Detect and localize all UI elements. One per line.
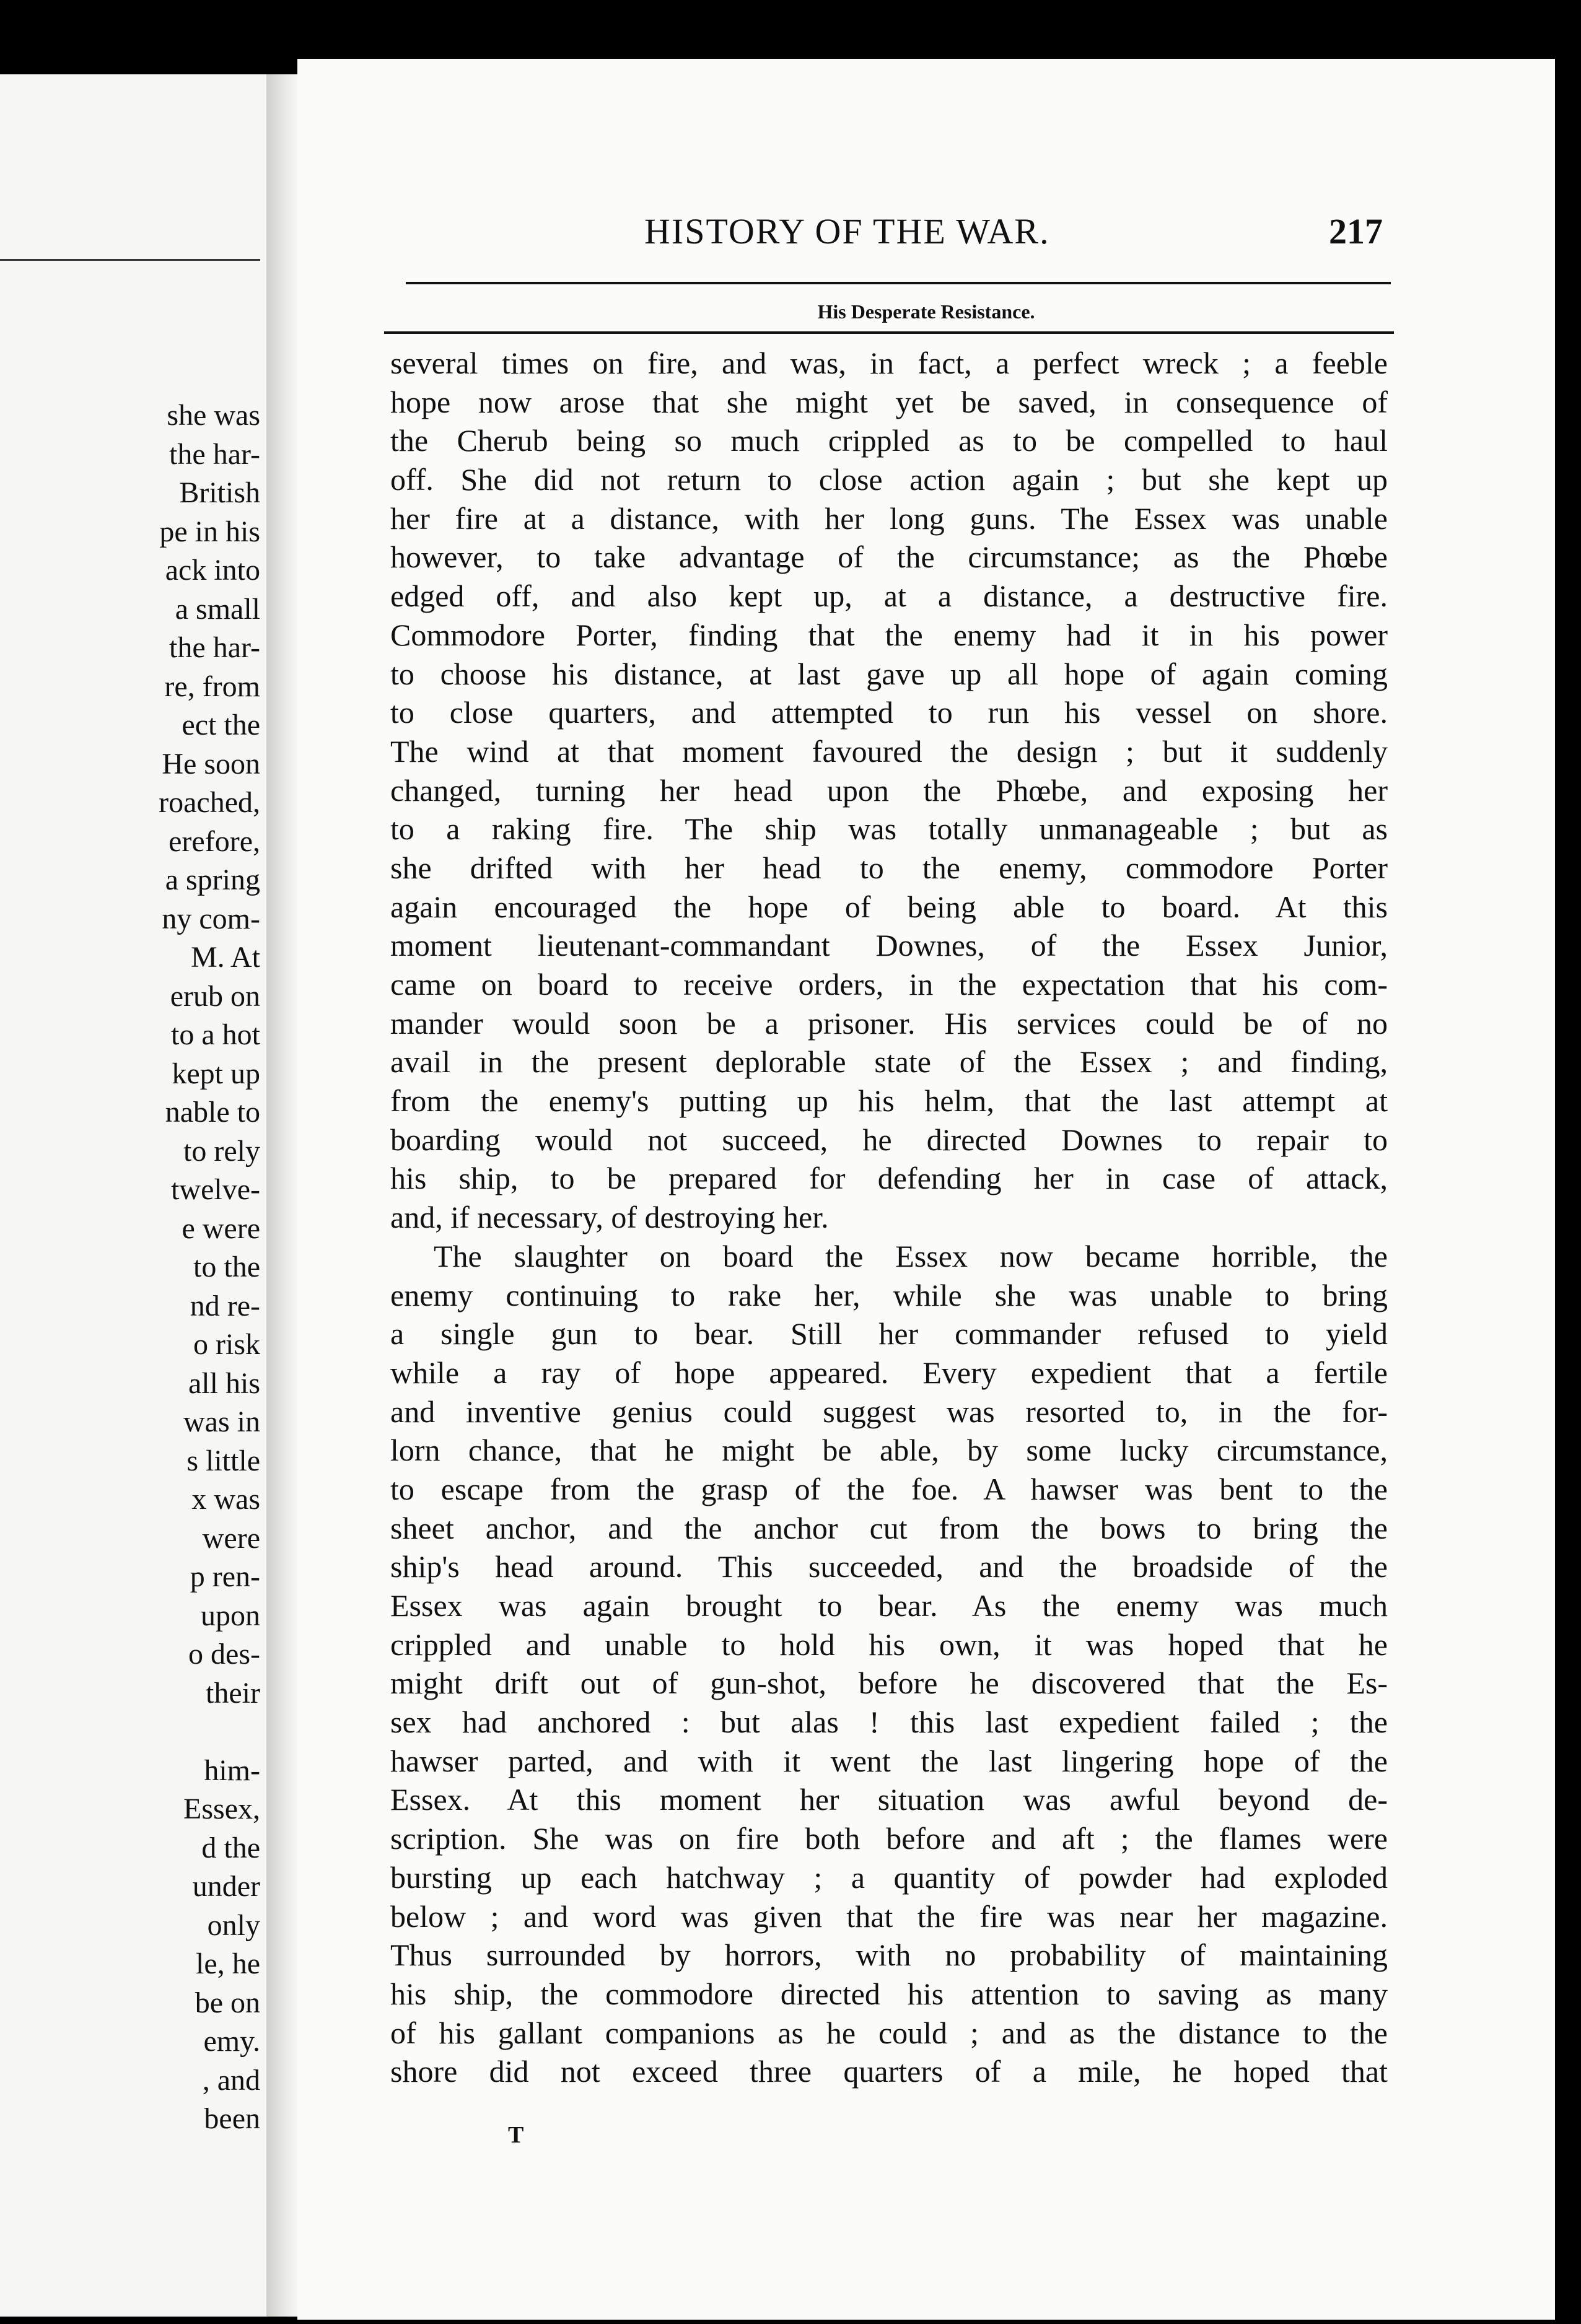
text-line: hawser parted, and with it went the last lingering hope of the	[390, 1743, 1388, 1778]
text-line: a single gun to bear. Still her commander refused to yield	[390, 1316, 1388, 1352]
left-page-line: their	[206, 1676, 260, 1710]
left-page-line	[0, 1713, 266, 1752]
left-page-line: the har-	[169, 631, 260, 664]
left-page	[0, 74, 273, 2317]
text-line: lorn chance, that he might be able, by some lucky circumstance,	[390, 1433, 1388, 1468]
text-line: again encouraged the hope of being able to board. At this	[390, 889, 1388, 924]
left-page-line: p ren-	[190, 1560, 260, 1593]
text-line: to a raking fire. The ship was totally unmanageable ; but as	[390, 811, 1388, 847]
text-line: boarding would not succeed, he directed Downes to repair to	[390, 1122, 1388, 1157]
left-page-line: nd re-	[190, 1289, 260, 1322]
left-page-line: she was	[167, 399, 260, 432]
left-page-line: a small	[175, 592, 260, 626]
left-page-line: all his	[188, 1366, 260, 1400]
text-line: off. She did not return to close action again ; but she kept up	[390, 462, 1388, 497]
left-page-line: be on	[195, 1986, 260, 2019]
left-page-line: been	[204, 2102, 260, 2135]
running-title: HISTORY OF THE WAR.	[644, 211, 1050, 251]
left-page-line: d the	[201, 1831, 260, 1864]
left-page-line: erub on	[170, 979, 260, 1013]
left-page-line: erefore,	[169, 824, 260, 858]
signature-mark: T	[508, 2122, 524, 2148]
text-line: Essex. At this moment her situation was awful beyond de-	[390, 1782, 1388, 1817]
text-line: might drift out of gun-shot, before he discovered that the Es-	[390, 1666, 1388, 1701]
left-page-line: ack into	[165, 554, 260, 587]
text-line: sheet anchor, and the anchor cut from the bows to bring the	[390, 1510, 1388, 1545]
text-line: Commodore Porter, finding that the enemy had it in his power	[390, 617, 1388, 652]
text-line: his ship, the commodore directed his attention to saving as many	[390, 1976, 1388, 2011]
left-page-line: ect the	[182, 709, 260, 741]
left-page-line: to the	[193, 1251, 260, 1283]
left-page-line: , and	[202, 2063, 260, 2097]
header-rule-top	[406, 282, 1391, 284]
text-line: scription. She was on fire both before and aft ; the flames were	[390, 1821, 1388, 1856]
right-page	[297, 59, 1555, 2320]
left-page-line: him-	[204, 1754, 260, 1787]
text-line: of his gallant companions as he could ; and as the distance to the	[390, 2015, 1388, 2050]
text-line: crippled and unable to hold his own, it was hoped that he	[390, 1627, 1388, 1662]
text-line: to choose his distance, at last gave up all hope of again coming	[390, 656, 1388, 691]
text-line: the Cherub being so much crippled as to be compelled to haul	[390, 423, 1388, 458]
text-line: came on board to receive orders, in the expectation that his com-	[390, 967, 1388, 1002]
text-line: and, if necessary, of destroying her.	[390, 1200, 829, 1235]
left-page-line: kept up	[172, 1057, 260, 1090]
left-page-line: only	[207, 1908, 260, 1942]
text-line: bursting up each hatchway ; a quantity of powder had exploded	[390, 1859, 1388, 1895]
page-header	[297, 211, 1555, 266]
section-title: His Desperate Resistance.	[817, 300, 1035, 323]
text-line: changed, turning her head upon the Phœbe, and exposing her	[390, 772, 1388, 808]
left-page-line: twelve-	[171, 1173, 260, 1206]
text-line: The wind at that moment favoured the design ; but it suddenly	[390, 733, 1388, 769]
left-page-line: re, from	[164, 670, 260, 703]
left-page-line: a spring	[165, 863, 260, 896]
text-line: Thus surrounded by horrors, with no probability of maintaining	[390, 1937, 1388, 1973]
text-line: The slaughter on board the Essex now became horrible, the	[434, 1238, 1388, 1273]
text-line: mander would soon be a prisoner. His services could be of no	[390, 1005, 1388, 1041]
left-page-line: under	[192, 1870, 260, 1903]
text-line: edged off, and also kept up, at a distance, a destructive fire.	[390, 579, 1388, 614]
text-line: enemy continuing to rake her, while she was unable to bring	[390, 1277, 1388, 1313]
text-line: from the enemy's putting up his helm, that the last attempt at	[390, 1083, 1388, 1119]
left-page-line: e were	[182, 1212, 260, 1245]
text-line: hope now arose that she might yet be saved, in consequence of	[390, 384, 1388, 419]
body-text	[390, 344, 1388, 2091]
left-page-line: roached,	[159, 786, 260, 819]
header-rule-bottom	[384, 331, 1394, 334]
left-page-line: pe in his	[159, 515, 260, 548]
text-line: her fire at a distance, with her long guns. The Essex was unable	[390, 500, 1388, 536]
left-page-line: o risk	[193, 1328, 260, 1361]
text-line: his ship, to be prepared for defending her in case of attack,	[390, 1161, 1388, 1196]
text-line: Essex was again brought to bear. As the enemy was much	[390, 1588, 1388, 1623]
text-line: she drifted with her head to the enemy, commodore Porter	[390, 850, 1388, 885]
page-number: 217	[1329, 211, 1383, 251]
text-line: below ; and word was given that the fire was near her magazine.	[390, 1898, 1388, 1934]
left-page-line: upon	[201, 1599, 260, 1632]
left-page-line: x was	[191, 1483, 260, 1516]
text-line: and inventive genius could suggest was resorted to, in the for-	[390, 1394, 1388, 1429]
text-line: moment lieutenant-commandant Downes, of the Essex Junior,	[390, 928, 1388, 963]
left-page-line: o des-	[188, 1638, 260, 1671]
left-page-line: to a hot	[171, 1018, 260, 1051]
left-page-line: was in	[183, 1405, 260, 1438]
left-page-line: s little	[186, 1444, 260, 1477]
left-page-line: M. At	[190, 941, 260, 974]
text-line: to escape from the grasp of the foe. A hawser was bent to the	[390, 1471, 1388, 1506]
left-page-line: He soon	[162, 747, 260, 780]
left-page-rule	[0, 259, 260, 261]
left-page-line: nable to	[165, 1096, 260, 1129]
left-page-line: the har-	[169, 437, 260, 471]
left-page-line: le, he	[196, 1947, 260, 1980]
text-line: sex had anchored : but alas ! this last expedient failed ; the	[390, 1705, 1388, 1740]
left-page-line: Essex,	[183, 1793, 260, 1825]
left-page-line: to rely	[183, 1134, 260, 1168]
left-page-line: British	[179, 476, 260, 509]
text-line: to close quarters, and attempted to run his vessel on shore.	[390, 695, 1388, 730]
text-line: ship's head around. This succeeded, and the broadside of the	[390, 1549, 1388, 1584]
text-line: several times on fire, and was, in fact, a perfect wreck ; a feeble	[390, 346, 1388, 380]
text-line: however, to take advantage of the circumstance; as the Phœbe	[390, 540, 1388, 575]
text-line: avail in the present deplorable state of the Essex ; and finding,	[390, 1044, 1388, 1080]
left-page-line: ny com-	[162, 902, 260, 935]
text-line: while a ray of hope appeared. Every expedient that a fertile	[390, 1355, 1388, 1390]
text-line: shore did not exceed three quarters of a mile, he hoped that	[390, 2054, 1388, 2089]
left-page-text	[0, 396, 266, 2139]
left-page-line: were	[202, 1521, 260, 1555]
left-page-line: emy.	[203, 2025, 260, 2058]
